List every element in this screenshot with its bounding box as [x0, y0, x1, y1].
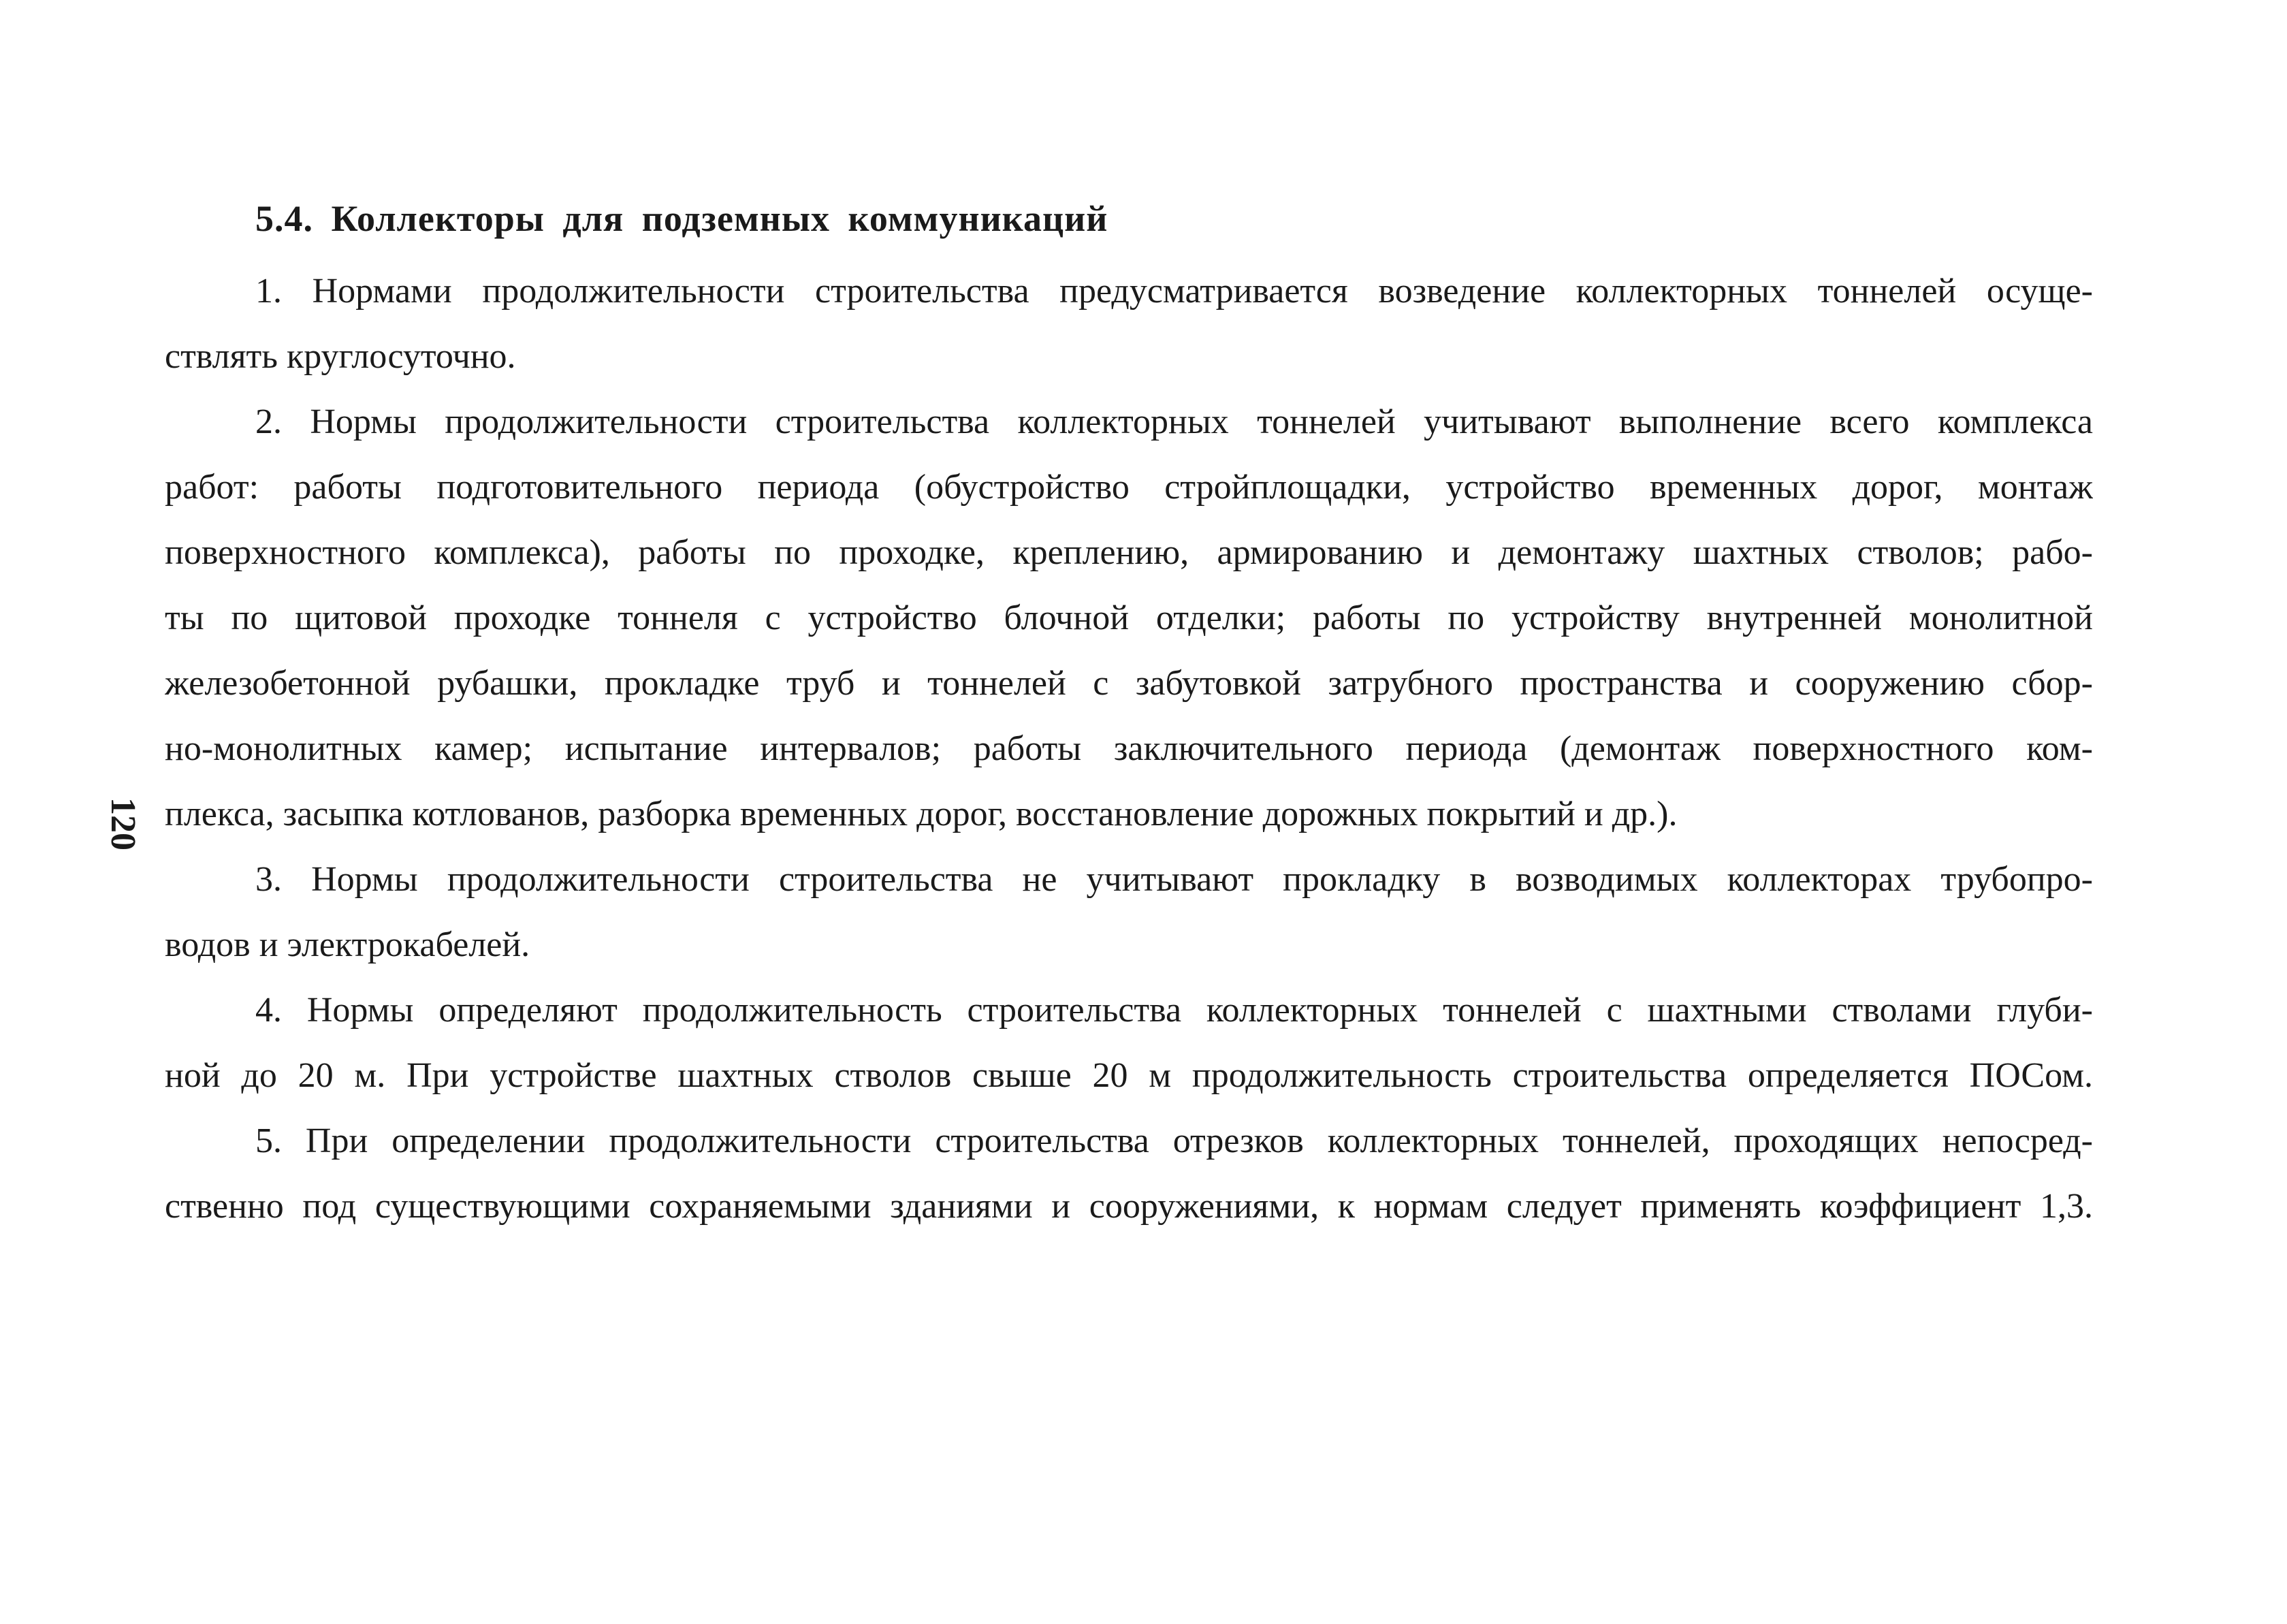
paragraph-2-line-7: плекса, засыпка котлованов, разборка временных дорог, восстановление дорожных покрытий и др.).: [165, 795, 1678, 833]
paragraph-3-line-1: 3. Нормы продолжительности строительства не учитывают прокладку в возводимых коллекторах трубопро-: [255, 860, 2093, 899]
section-heading: 5.4. Коллекторы для подземных коммуникаций: [255, 198, 1108, 239]
paragraph-2-line-3: поверхностного комплекса), работы по проходке, креплению, армированию и демонтажу шахтных стволов; рабо-: [165, 533, 2093, 572]
paragraph-2-line-6: но-монолитных камер; испытание интервалов; работы заключительного периода (демонтаж поверхностного ком-: [165, 729, 2093, 768]
paragraph-2-line-1: 2. Нормы продолжительности строительства коллекторных тоннелей учитывают выполнение всего комплекса: [255, 402, 2093, 441]
section-body: [165, 259, 2093, 1239]
paragraph-1-line-2: ствлять круглосуточно.: [165, 337, 516, 376]
paragraph-5-line-2: ственно под существующими сохраняемыми зданиями и сооружениями, к нормам следует применять коэффициент 1,3.: [165, 1187, 2093, 1226]
paragraph-1-line-1: 1. Нормами продолжительности строительства предусматривается возведение коллекторных тоннелей осуще-: [255, 272, 2093, 311]
paragraph-2-line-2: работ: работы подготовительного периода (обустройство стройплощадки, устройство временных дорог, монтаж: [165, 468, 2093, 507]
paragraph-2-line-5: железобетонной рубашки, прокладке труб и тоннелей с забутовкой затрубного пространства и сооружению сбор-: [165, 664, 2093, 703]
paragraph-2-line-4: ты по щитовой проходке тоннеля с устройство блочной отделки; работы по устройству внутренней монолитной: [165, 599, 2093, 637]
paragraph-5-line-1: 5. При определении продолжительности строительства отрезков коллекторных тоннелей, проходящих непосред-: [255, 1121, 2093, 1160]
paragraph-4-line-2: ной до 20 м. При устройстве шахтных стволов свыше 20 м продолжительность строительства определяется ПОСом.: [165, 1056, 2093, 1095]
paragraph-4-line-1: 4. Нормы определяют продолжительность строительства коллекторных тоннелей с шахтными стволами глуби-: [255, 991, 2093, 1030]
page-number: 120: [103, 797, 142, 850]
paragraph-3-line-2: водов и электрокабелей.: [165, 925, 530, 964]
